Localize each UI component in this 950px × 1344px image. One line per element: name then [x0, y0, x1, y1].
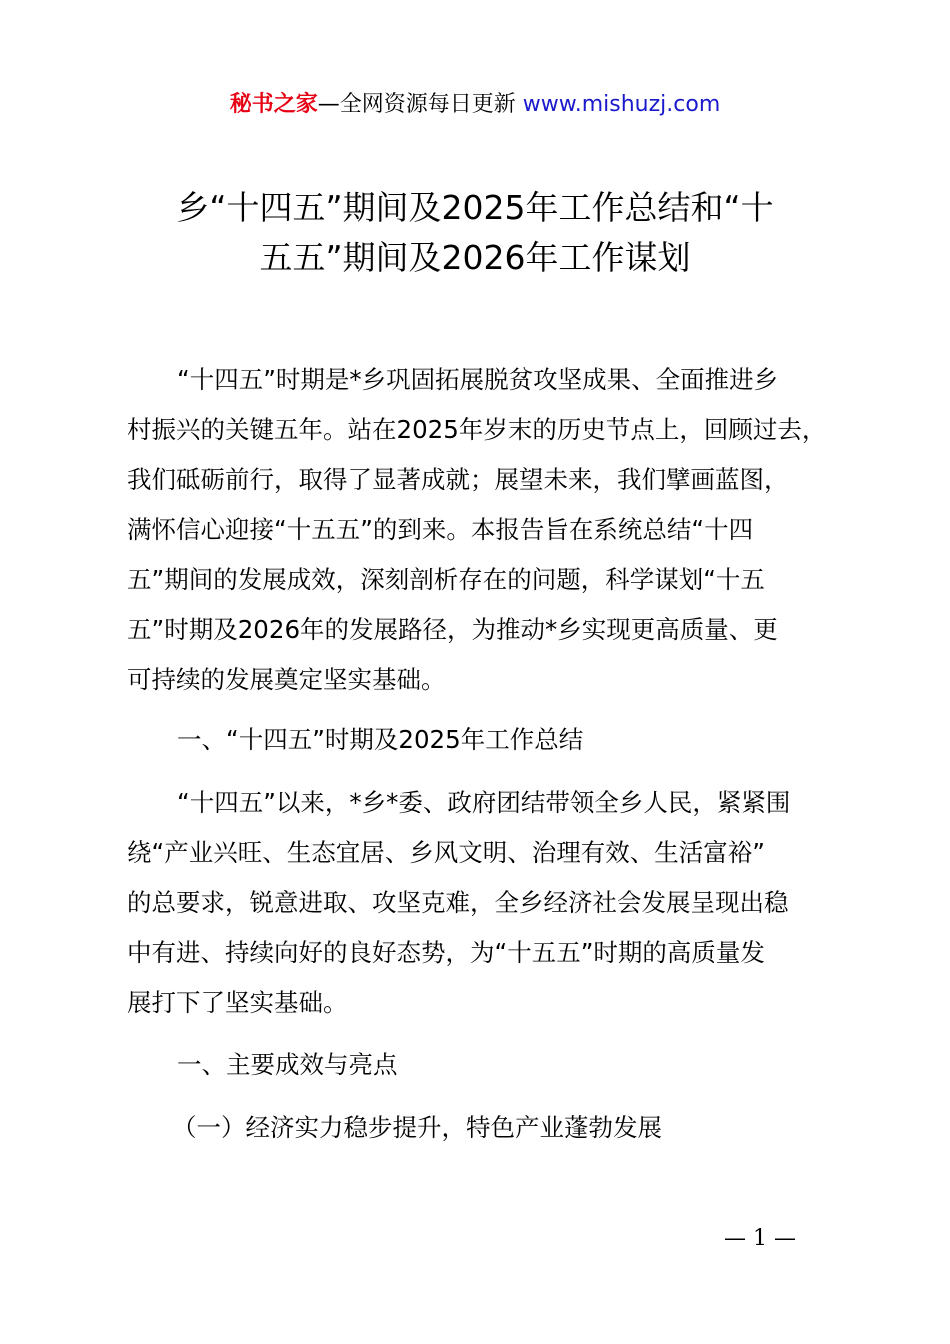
paragraph-line: 五”期间的发展成效，深刻剖析存在的问题，科学谋划“十五 — [127, 565, 765, 594]
paragraph-line: 五”时期及2026年的发展路径，为推动*乡实现更高质量、更 — [127, 615, 778, 644]
title-line-1: 乡“十四五”期间及2025年工作总结和“十 — [176, 188, 774, 227]
paragraph-line: 可持续的发展奠定坚实基础。 — [127, 665, 446, 694]
site-url-link[interactable]: www.mishuzj.com — [522, 92, 721, 117]
paragraph-line: 中有进、持续向好的良好态势，为“十五五”时期的高质量发 — [127, 938, 765, 967]
header-tagline: —全网资源每日更新 — [317, 92, 523, 117]
document-title — [100, 183, 850, 283]
brand-name: 秘书之家 — [229, 92, 318, 117]
paragraph-line: 我们砥砺前行，取得了显著成就；展望未来，我们擘画蓝图， — [127, 465, 789, 494]
title-line-2: 五五”期间及2026年工作谋划 — [259, 238, 691, 277]
sub-subsection-heading — [172, 1103, 884, 1153]
paragraph-line: 的总要求，锐意进取、攻坚克难，全乡经济社会发展呈现出稳 — [127, 888, 789, 917]
sub-subsection-heading-text: （一）经济实力稳步提升，特色产业蓬勃发展 — [172, 1113, 662, 1142]
subsection-heading-text: 一、主要成效与亮点 — [177, 1050, 398, 1079]
paragraph-line: “十四五”时期是*乡巩固拓展脱贫攻坚成果、全面推进乡 — [177, 365, 779, 394]
section-heading — [127, 715, 839, 765]
section-heading-text: 一、“十四五”时期及2025年工作总结 — [177, 725, 584, 754]
paragraph-line: 满怀信心迎接“十五五”的到来。本报告旨在系统总结“十四 — [127, 515, 754, 544]
paragraph-line: 绕“产业兴旺、生态宜居、乡风文明、治理有效、生活富裕” — [127, 838, 765, 867]
page-number: — 1 — — [724, 1226, 796, 1251]
paragraph-line: 展打下了坚实基础。 — [127, 988, 348, 1017]
intro-paragraph — [127, 355, 839, 705]
subsection-heading — [127, 1040, 839, 1090]
paragraph-line: “十四五”以来，*乡*委、政府团结带领全乡人民，紧紧围 — [177, 788, 791, 817]
section-paragraph — [127, 778, 839, 1028]
paragraph-line: 村振兴的关键五年。站在2025年岁末的历史节点上，回顾过去， — [127, 415, 827, 444]
site-header — [0, 88, 950, 122]
